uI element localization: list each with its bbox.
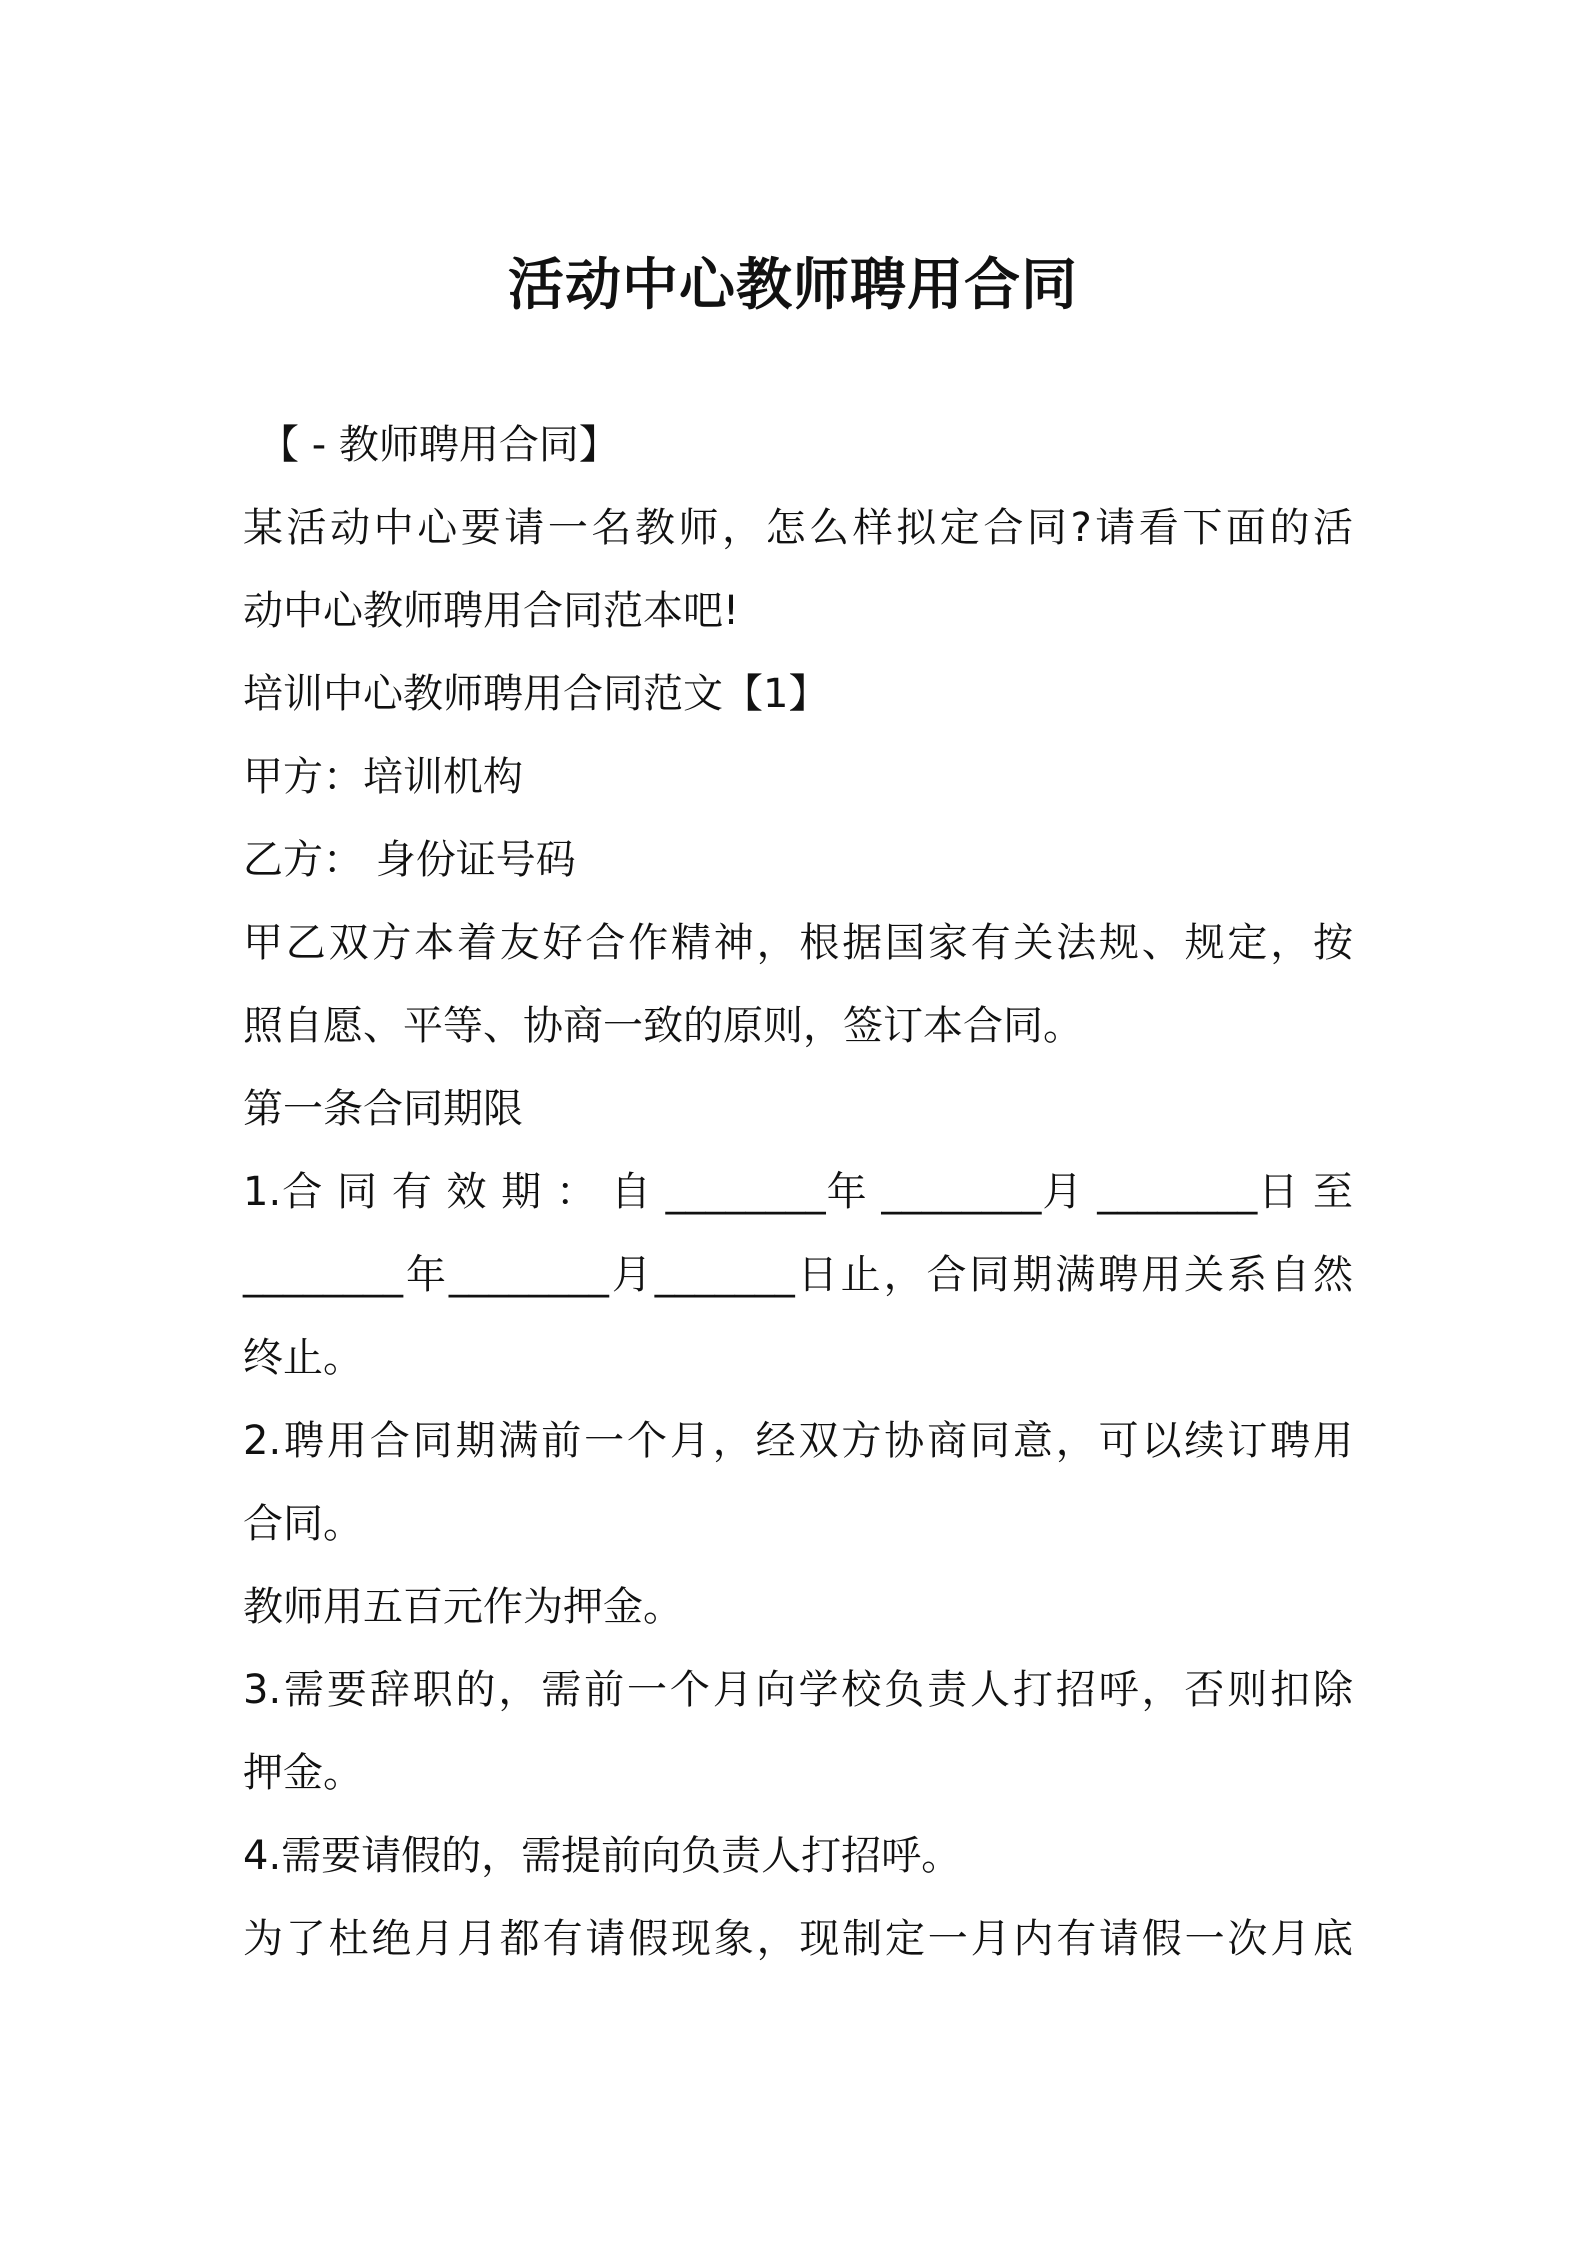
document-line-subtitle: 【 - 教师聘用合同】 [259, 422, 619, 468]
document-body [243, 404, 1353, 1981]
document-line-party-b: 乙方： 身份证号码 [243, 837, 576, 883]
document-line-article-heading: 第一条合同期限 [243, 1086, 523, 1132]
document-line [243, 1898, 1353, 1981]
document-title: 活动中心教师聘用合同 [508, 253, 1078, 318]
document-line-text: ________年________月_______日止，合同期满聘用关系自然 [243, 1252, 1353, 1298]
document-line-text: 3.需要辞职的，需前一个月向学校负责人打招呼，否则扣除 [243, 1667, 1353, 1713]
document-line [243, 1234, 1353, 1317]
document-line [243, 1151, 1353, 1234]
document-line-section-heading: 培训中心教师聘用合同范文【1】 [243, 671, 829, 717]
document-line: 终止。 [243, 1335, 363, 1381]
document-line: 4.需要请假的，需提前向负责人打招呼。 [243, 1833, 962, 1879]
document-line-text: 甲乙双方本着友好合作精神，根据国家有关法规、规定，按 [243, 920, 1353, 966]
document-line [243, 1400, 1353, 1483]
document-line: 动中心教师聘用合同范本吧! [243, 588, 740, 634]
document-line-text: 2.聘用合同期满前一个月，经双方协商同意，可以续订聘用 [243, 1418, 1353, 1464]
document-line: 照自愿、平等、协商一致的原则，签订本合同。 [243, 1003, 1083, 1049]
document-line: 教师用五百元作为押金。 [243, 1584, 683, 1630]
document-line-text: 为了杜绝月月都有请假现象，现制定一月内有请假一次月底 [243, 1916, 1353, 1962]
document-line: 合同。 [243, 1501, 363, 1547]
document-line [243, 902, 1353, 985]
document-line-text: 某活动中心要请一名教师，怎么样拟定合同?请看下面的活 [243, 505, 1353, 551]
document-line-party-a: 甲方：培训机构 [243, 754, 523, 800]
document-line [243, 1649, 1353, 1732]
document-line: 押金。 [243, 1750, 363, 1796]
document-line-text: 1.合 同 有 效 期 ： 自 ________年 ________月 ________日 至 [243, 1169, 1353, 1215]
document-line [243, 487, 1353, 570]
